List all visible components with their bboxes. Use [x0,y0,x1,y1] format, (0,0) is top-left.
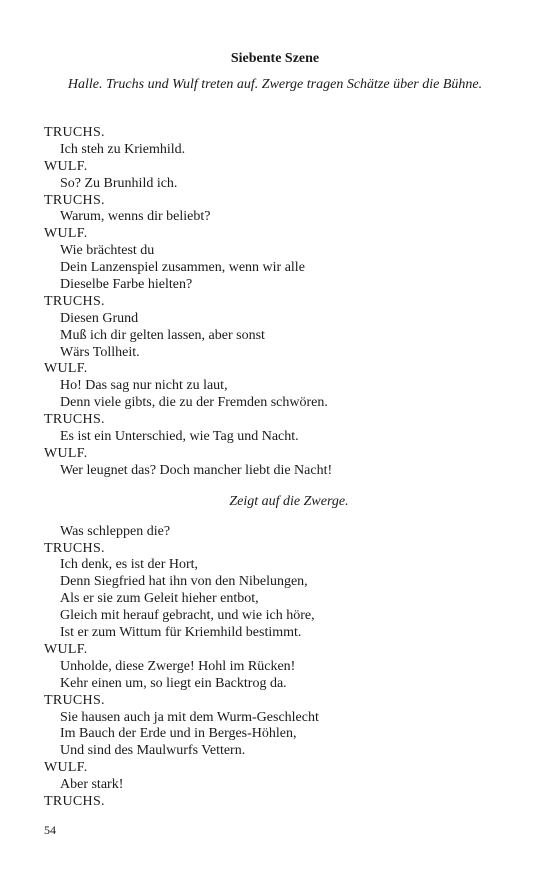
scene-title: Siebente Szene [230,51,320,66]
speaker-name: WULF. [44,445,88,461]
verse-line: Kehr einen um, so liegt ein Backtrog da. [60,675,287,691]
speaker-name: WULF. [44,361,88,377]
speaker-name: TRUCHS. [44,793,105,809]
dialogue-part-2 [44,524,514,811]
speaker-name: WULF. [44,226,88,242]
verse-line: Denn viele gibts, die zu der Fremden schwören. [60,395,328,411]
speaker-name: TRUCHS. [44,412,105,428]
verse-line: Denn Siegfried hat ihn von den Nibelungen, [60,574,308,590]
speaker-name: TRUCHS. [44,540,105,556]
verse-line: Im Bauch der Erde und in Berges-Höhlen, [60,726,297,742]
verse-line: Diesen Grund [60,310,139,326]
stage-direction-inline: Zeigt auf die Zwerge. [229,493,349,509]
verse-line: Dein Lanzenspiel zusammen, wenn wir alle [60,260,305,276]
dialogue-part-1 [44,125,514,480]
stage-direction: Halle. Truchs und Wulf treten auf. Zwerge tragen Schätze über die Bühne. [67,77,483,92]
page-number: 54 [44,823,56,837]
verse-line: Was schleppen die? [60,523,171,539]
verse-line: Wärs Tollheit. [60,344,140,360]
verse-line: Sie hausen auch ja mit dem Wurm-Geschlecht [60,709,319,725]
verse-line: Ich denk, es ist der Hort, [60,557,199,573]
speaker-name: WULF. [44,158,88,174]
verse-line: Muß ich dir gelten lassen, aber sonst [60,327,265,343]
speaker-name: WULF. [44,760,88,776]
verse-line: Wie brächtest du [60,243,155,259]
verse-line: Als er sie zum Geleit hieher entbot, [60,591,259,607]
verse-line: Ist er zum Wittum für Kriemhild bestimmt. [60,625,302,641]
speaker-name: WULF. [44,641,88,657]
verse-line: Wer leugnet das? Doch mancher liebt die Nacht! [60,462,333,478]
speaker-name: TRUCHS. [44,125,105,140]
speaker-name: TRUCHS. [44,192,105,208]
verse-line: So? Zu Brunhild ich. [60,175,178,191]
speaker-name: TRUCHS. [44,692,105,708]
verse-line: Dieselbe Farbe hielten? [60,277,193,293]
verse-line: Aber stark! [60,777,124,793]
verse-line: Ho! Das sag nur nicht zu laut, [60,378,228,394]
verse-line: Gleich mit herauf gebracht, und wie ich höre, [60,608,315,624]
dialogue-body [44,125,514,811]
verse-line: Warum, wenns dir beliebt? [60,209,211,225]
verse-line: Und sind des Maulwurfs Vettern. [60,743,246,759]
speaker-name: TRUCHS. [44,293,105,309]
verse-line: Unholde, diese Zwerge! Hohl im Rücken! [60,658,296,674]
verse-line: Ich steh zu Kriemhild. [60,141,186,157]
verse-line: Es ist ein Unterschied, wie Tag und Nacht. [60,429,299,445]
